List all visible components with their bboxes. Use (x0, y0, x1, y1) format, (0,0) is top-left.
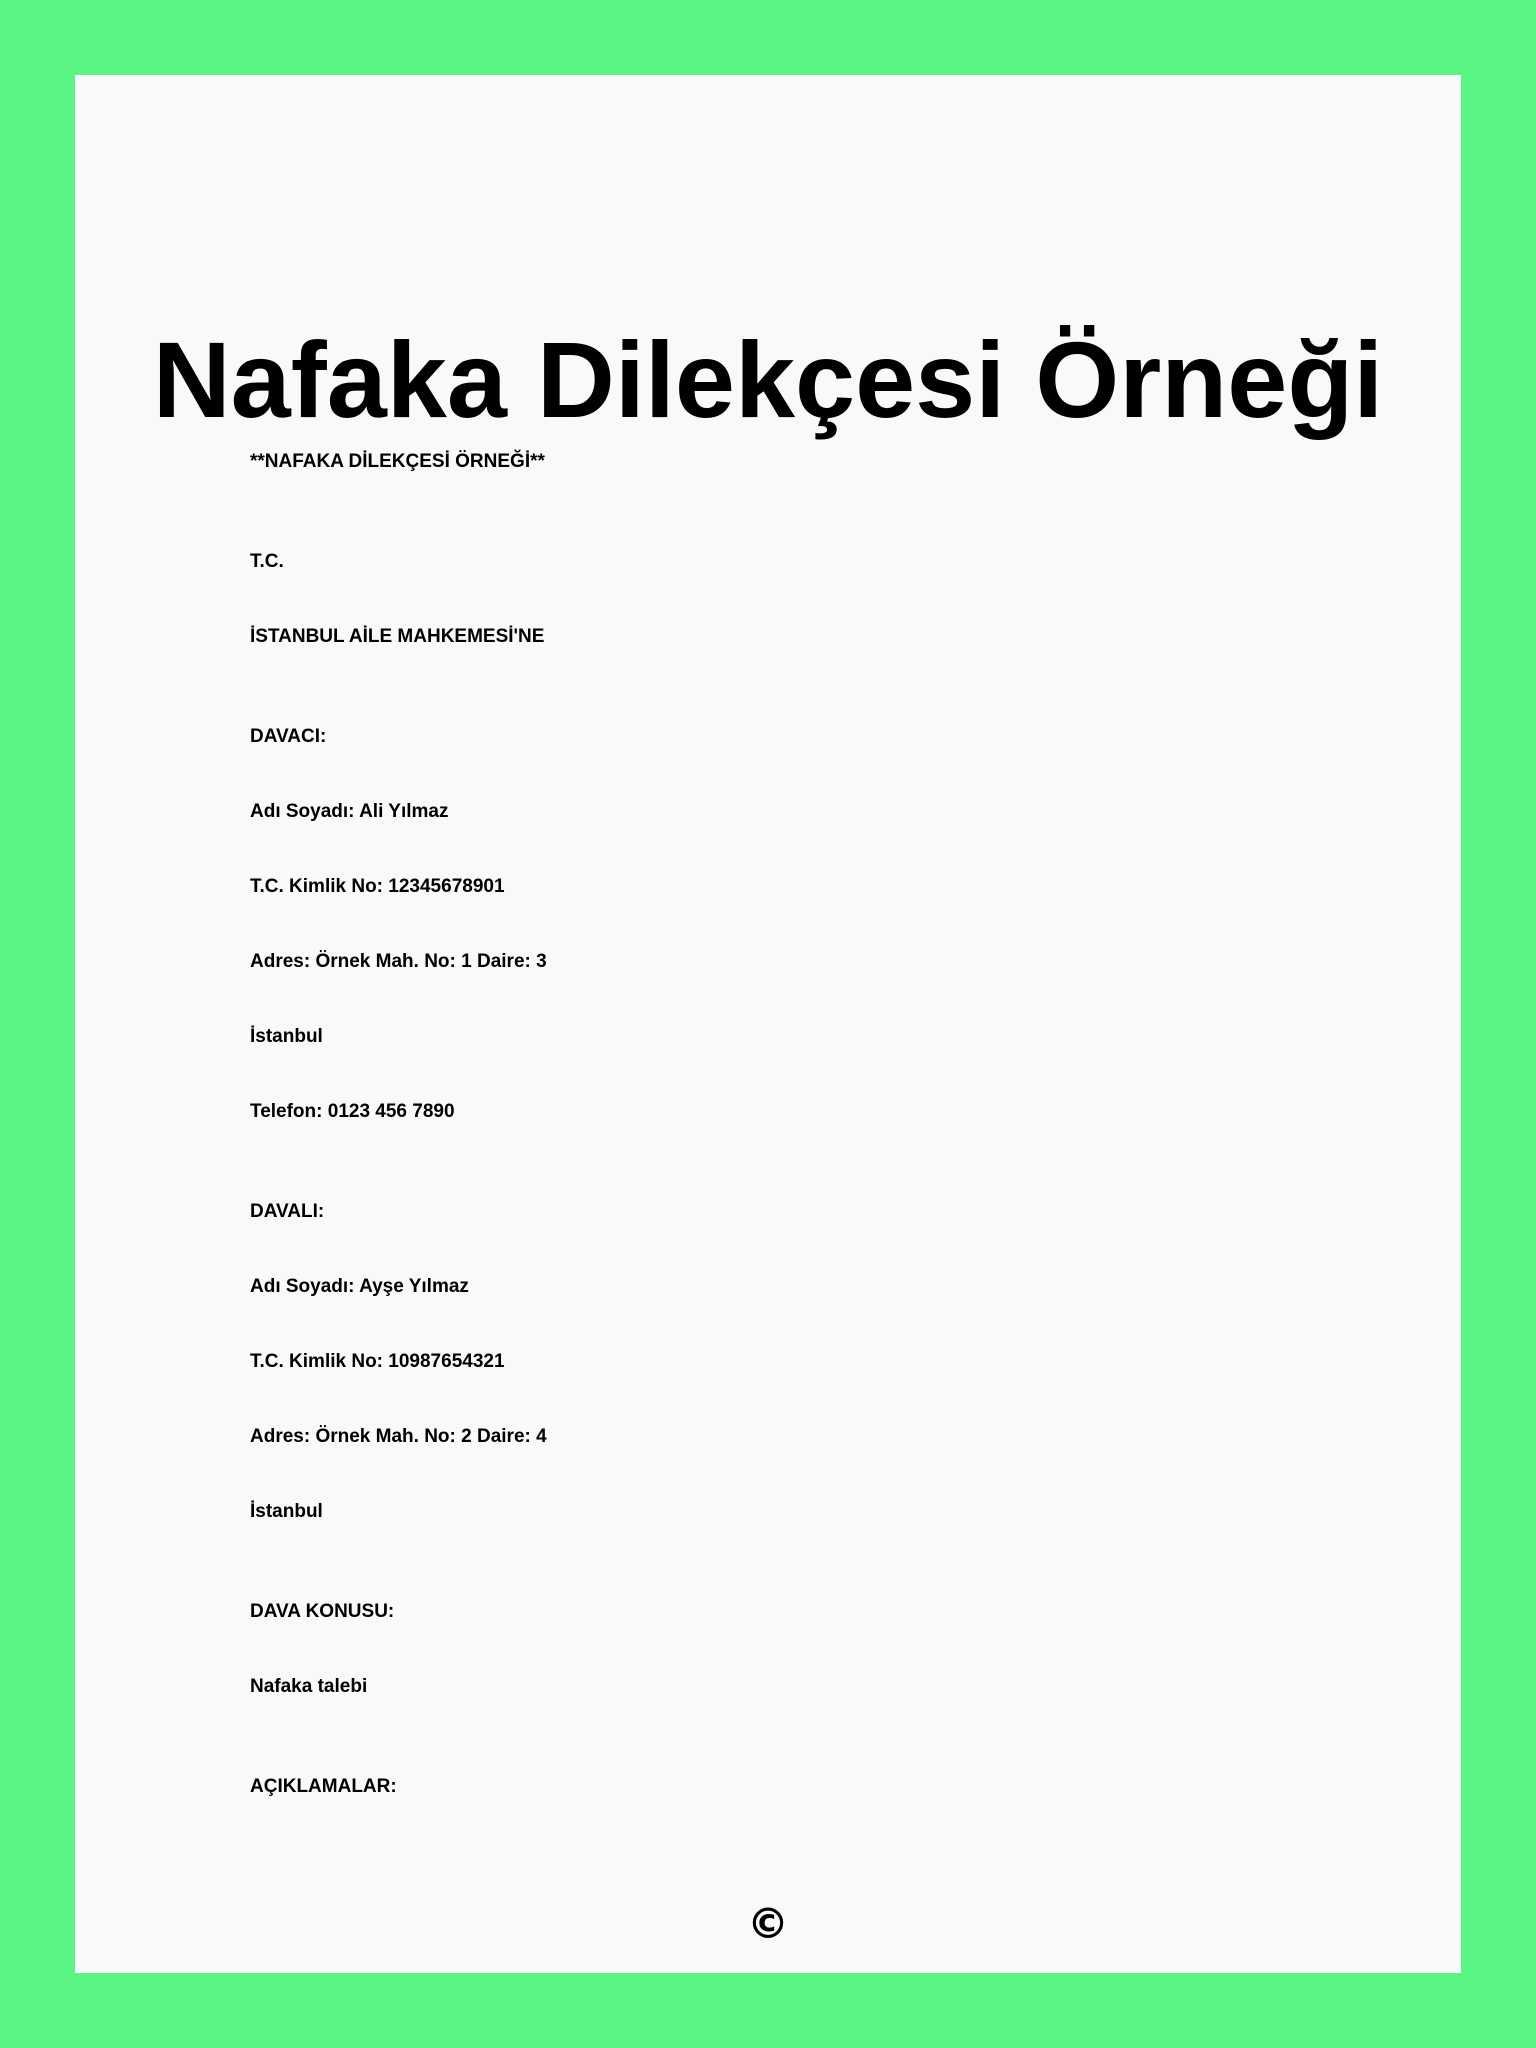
defendant-id: T.C. Kimlik No: 10987654321 (250, 1351, 505, 1372)
defendant-heading: DAVALI: (250, 1201, 325, 1222)
plaintiff-heading: DAVACI: (250, 726, 327, 747)
defendant-address: Adres: Örnek Mah. No: 2 Daire: 4 (250, 1426, 547, 1447)
defendant-name: Adı Soyadı: Ayşe Yılmaz (250, 1276, 469, 1297)
document-heading: **NAFAKA DİLEKÇESİ ÖRNEĞİ** (250, 451, 545, 472)
defendant-city: İstanbul (250, 1501, 323, 1522)
case-subject-heading: DAVA KONUSU: (250, 1601, 395, 1622)
plaintiff-id: T.C. Kimlik No: 12345678901 (250, 876, 505, 897)
explanations-heading: AÇIKLAMALAR: (250, 1776, 397, 1797)
plaintiff-phone: Telefon: 0123 456 7890 (250, 1101, 455, 1122)
page-title: Nafaka Dilekçesi Örneği (152, 319, 1384, 440)
plaintiff-city: İstanbul (250, 1026, 323, 1047)
plaintiff-name: Adı Soyadı: Ali Yılmaz (250, 801, 449, 822)
country-line: T.C. (250, 551, 284, 572)
court-line: İSTANBUL AİLE MAHKEMESİ'NE (250, 626, 545, 647)
plaintiff-address: Adres: Örnek Mah. No: 1 Daire: 3 (250, 951, 547, 972)
document-page (75, 75, 1461, 1973)
copyright-icon: © (747, 1899, 789, 1948)
case-subject: Nafaka talebi (250, 1676, 368, 1697)
